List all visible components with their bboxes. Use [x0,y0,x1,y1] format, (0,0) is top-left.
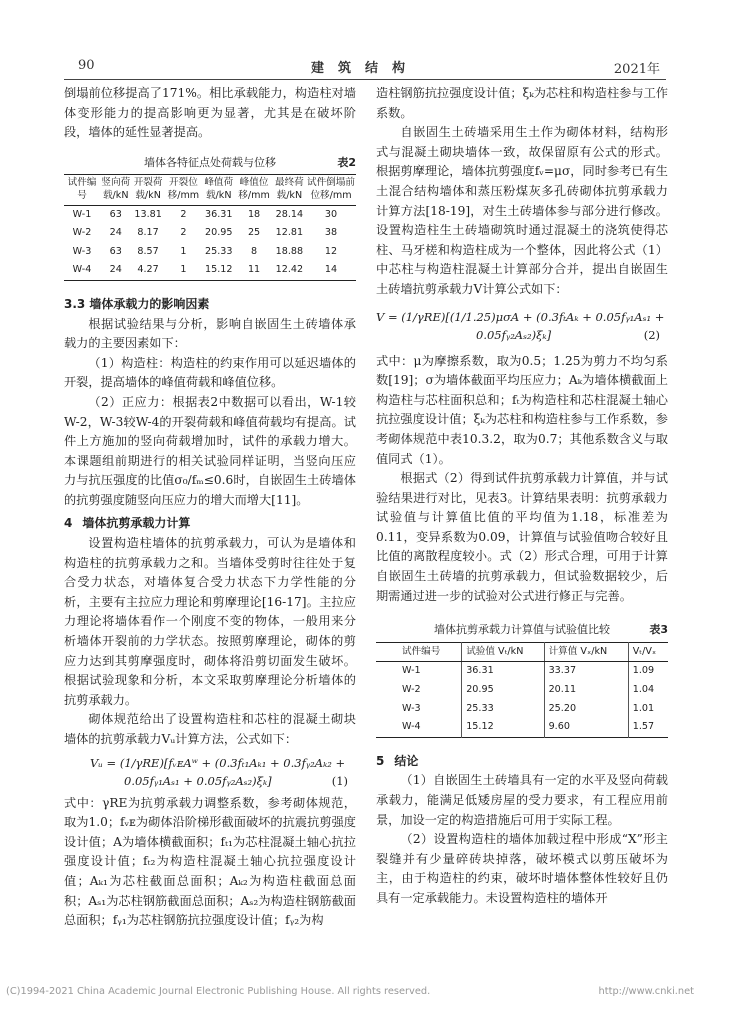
table-cell: 38 [324,227,338,239]
paragraph: （1）构造柱：构造柱的约束作用可以延迟墙体的开裂，提高墙体的峰值荷载和峰值位移。 [64,355,356,390]
paragraph: 根据试验结果与分析，影响自嵌固生土砖墙体承载力的主要因素如下： [64,316,356,351]
table2-header: 试件编号 [64,175,100,205]
paragraph: （2）正应力：根据表2中数据可以看出，W-1较W-2，W-3较W-4的开裂荷载和峰值荷载均有提高。试件上方施加的竖向荷载增加时，试件的承载力增大。本课题组前期进行的相关试验同样证明，当竖向压应力与抗压强度的比值σ₀/fₘ≤0.6时，自嵌固生土砖墙体的抗剪强度随竖向压应力的增大而增大[11]。 [64,394,356,507]
table-cell: 4.27 [137,264,159,276]
table-row [376,681,668,700]
table3-caption [376,620,668,640]
table-cell: 1.04 [628,681,668,700]
table-cell: 33.37 [544,662,628,681]
table-cell: 2 [180,227,187,239]
section-title: 墙体抗剪承载力计算 [82,516,191,531]
paragraph: 根据式（2）得到试件抗剪承载力计算值，并与试验结果进行对比，见表3。计算结果表明：抗剪承载力试验值与计算值比值的平均值为1.18，标准差为0.11，变异系数为0.09，计算值与试验值吻合较好且比值的离散程度较小。式（2）形式合理，可用于计算自嵌固生土砖墙的抗剪承载力，但试验数据较少，后期需通过进一步的试验对公式进行修正与完善。 [376,471,668,603]
table2-header: 峰值位移/mm [235,175,272,205]
formula-line: 0.05fᵧ₂Aₛ₂)ξₖ] [476,327,552,342]
table-cell: 30 [324,208,338,220]
table-cell: 28.14 [275,208,304,220]
section-heading [64,514,356,534]
table-cell: 12.81 [275,227,304,239]
paragraph: 造柱钢筋抗拉强度设计值；ξₖ为芯柱和构造柱参与工作系数。 [376,86,668,120]
table2-header: 峰值荷载/kN [202,175,235,205]
right-column [376,84,668,909]
table-cell: W-1 [402,665,421,677]
table-cell: W-4 [402,721,421,733]
table3-label: 表3 [649,623,668,637]
journal-year: 2021年 [613,62,660,77]
table-cell: 24 [109,264,122,276]
table-cell: 1 [180,264,187,276]
table-row [64,243,356,262]
formula-line: V = (1/γRE)[(1/1.25)μσA + (0.3fₜAₖ + 0.05fᵧ₁Aₛ₁ + [376,309,665,324]
paragraph: 设置构造柱墙体的抗剪承载力，可认为是墙体和构造柱的抗剪承载力之和。当墙体受剪时往往处于复合受力状态，对墙体复合受力状态下力学性能的分析，主要有主拉应力理论和剪摩理论[16-17]。主拉应力理论将墙体看作一个刚度不变的物体，一般用来分析墙体开裂前的力学状态。按照剪摩理论，砌体的剪应力达到其剪摩强度时，砌体将沿剪切面发生破坏。根据试验现象和分析，本文采取剪摩理论分析墙体的抗剪承载力。 [64,536,356,707]
formula-line: Vᵤ = (1/γRE)[fᵥᴇAʷ + (0.3fₜ₁Aₖ₁ + 0.3fᵧ₂Aₖ₂ + [90,755,346,770]
table3-header: 计算值 Vₓ/kN [544,642,628,662]
table-cell: 20.95 [205,227,233,239]
table2-title: 墙体各特征点处荷载与位移 [144,155,276,169]
table-cell: 8.17 [137,227,159,239]
table-cell: 36.31 [462,662,544,681]
paragraph: 式中：μ为摩擦系数，取为0.5；1.25为剪力不均匀系数[19]；σ为墙体截面平均压应力；Aₖ为墙体横截面上构造柱与芯柱面积总和；fₜ为构造柱和芯柱混凝土轴心抗拉强度设计值；ξₖ为芯柱和构造柱参与工作系数，参考砌体规范中表10.3.2，取为0.7；其他系数含义与取值同式（1）。 [376,353,668,466]
table-cell: 24 [109,227,122,239]
table-cell: 12.42 [275,264,304,276]
table3-title: 墙体抗剪承载力计算值与试验值比较 [434,623,610,637]
table-cell: 1 [180,245,187,257]
header-rule [64,79,666,80]
table-cell: 13.81 [134,208,162,220]
section-heading: 3.3 墙体承载力的影响因素 [64,296,210,311]
table-row [376,662,668,681]
table3-header-row [376,642,668,662]
formula-1 [64,754,356,790]
table-cell: 25.33 [462,700,544,719]
table-cell: 18 [247,208,261,220]
table-cell: 15.12 [462,718,544,737]
table-cell: 1.01 [628,700,668,719]
table3-header: 试验值 Vₜ/kN [462,642,544,662]
table-cell: 1.09 [628,662,668,681]
table-cell: 11 [247,264,261,276]
table3 [376,642,668,738]
table-cell: 63 [109,208,122,220]
table2-header: 试件倒塌前位移/mm [306,175,356,205]
table-cell: 12 [324,245,338,257]
table2 [64,174,356,281]
table-cell: 9.60 [544,718,628,737]
table-cell: 2 [180,208,187,220]
table-cell: 20.11 [544,681,628,700]
table-cell: 25.20 [544,700,628,719]
table-cell: 8.57 [137,245,159,257]
table-row [64,205,356,224]
paragraph: 砌体规范给出了设置构造柱和芯柱的混凝土砌块墙体的抗剪承载力Vᵤ计算方法，公式如下： [64,712,356,746]
table3-header: Vₜ/Vₓ [628,642,668,662]
formula-number: (1) [331,773,348,788]
table3-header: 试件编号 [376,642,462,662]
table-row [64,224,356,243]
table-cell: 14 [324,264,338,276]
table-cell: 8 [251,245,258,257]
table-cell: W-3 [402,702,421,714]
table2-caption [64,153,356,173]
table-cell: 25 [247,227,261,239]
table-cell: W-2 [72,227,92,239]
table-row [376,718,668,737]
table-row [376,700,668,719]
table2-header: 开裂荷载/kN [132,175,165,205]
table2-header: 最终荷载/kN [273,175,306,205]
table-cell: W-3 [72,245,92,257]
paragraph: 式中：γRE为抗剪承载力调整系数，参考砌体规范，取为1.0；fᵥᴇ为砌体沿阶梯形截面破坏的抗震抗剪强度设计值；A为墙体横截面积；fₜ₁为芯柱混凝土轴心抗拉强度设计值；fₜ₂为构造柱混凝土轴心抗拉强度设计值；Aₖ₁为芯柱截面总面积；Aₖ₂为构造柱截面总面积；Aₛ₁为芯柱钢筋截面总面积；Aₛ₂为构造柱钢筋截面总面积；fᵧ₁为芯柱钢筋抗拉强度设计值；fᵧ₂为构 [64,795,356,928]
paragraph: 倒塌前位移提高了171%。相比承载能力，构造柱对墙体变形能力的提高影响更为显著，尤其是在破坏阶段，墙体的延性显著提高。 [64,86,356,140]
table-cell: 1.57 [628,718,668,737]
table-row [64,261,356,280]
section-title: 结论 [394,753,419,768]
section-heading [376,752,668,772]
table-cell: 20.95 [462,681,544,700]
formula-2 [376,308,668,344]
copyright-notice: (C)1994-2021 China Academic Journal Electronic Publishing House. All rights reserved. [6,986,431,997]
table2-header: 开裂位移/mm [165,175,202,205]
left-column [64,84,356,931]
footer-url[interactable]: http://www.cnki.net [598,986,694,997]
table2-label: 表2 [337,155,356,169]
journal-name: 建筑结构 [310,61,419,76]
table-cell: 15.12 [205,264,233,276]
table-cell: W-2 [402,684,421,696]
table2-header: 竖向荷载/kN [100,175,132,205]
table2-header-row [64,175,356,205]
table-cell: 63 [109,245,122,257]
section-number: 4 [64,516,73,531]
paragraph: （2）设置构造柱的墙体加载过程中形成“X”形主裂缝并有少量碎砖块掉落，破坏模式以剪压破坏为主，由于构造柱的约束，破坏时墙体整体性较好且仍具有一定承载能力。未设置构造柱的墙体开 [376,832,668,905]
formula-number: (2) [643,327,660,342]
table-cell: 25.33 [205,245,233,257]
section-number: 5 [376,753,385,768]
table-cell: W-1 [72,208,92,220]
formula-line: 0.05fᵧ₁Aₛ₁ + 0.05fᵧ₂Aₛ₂)ξₖ] [124,773,272,788]
paragraph: （1）自嵌固生土砖墙具有一定的水平及竖向荷载承载力，能满足低矮房屋的受力要求，有工程应用前景，加设一定的构造措施后可用于实际工程。 [376,773,668,827]
page-number: 90 [78,58,95,73]
table-cell: 36.31 [205,208,233,220]
table-cell: W-4 [72,264,92,276]
paragraph: 自嵌固生土砖墙采用生土作为砌体材料，结构形式与混凝土砌块墙体一致，故保留原有公式的形式。根据剪摩理论，墙体抗剪强度fᵥ=μσ，同时参考已有生土混合结构墙体和蒸压粉煤灰多孔砖砌体抗剪承载力计算方法[18-19]，对生土砖墙体参与部分进行修改。设置构造柱生土砖墙砌筑时通过混凝土的浇筑使得芯柱、马牙槎和构造柱成为一个整体，因此将公式（1）中芯柱与构造柱混凝土计算部分合并，提出自嵌固生土砖墙抗剪承载力V计算公式如下： [376,125,668,296]
table-cell: 18.88 [275,245,304,257]
running-header [64,54,666,76]
